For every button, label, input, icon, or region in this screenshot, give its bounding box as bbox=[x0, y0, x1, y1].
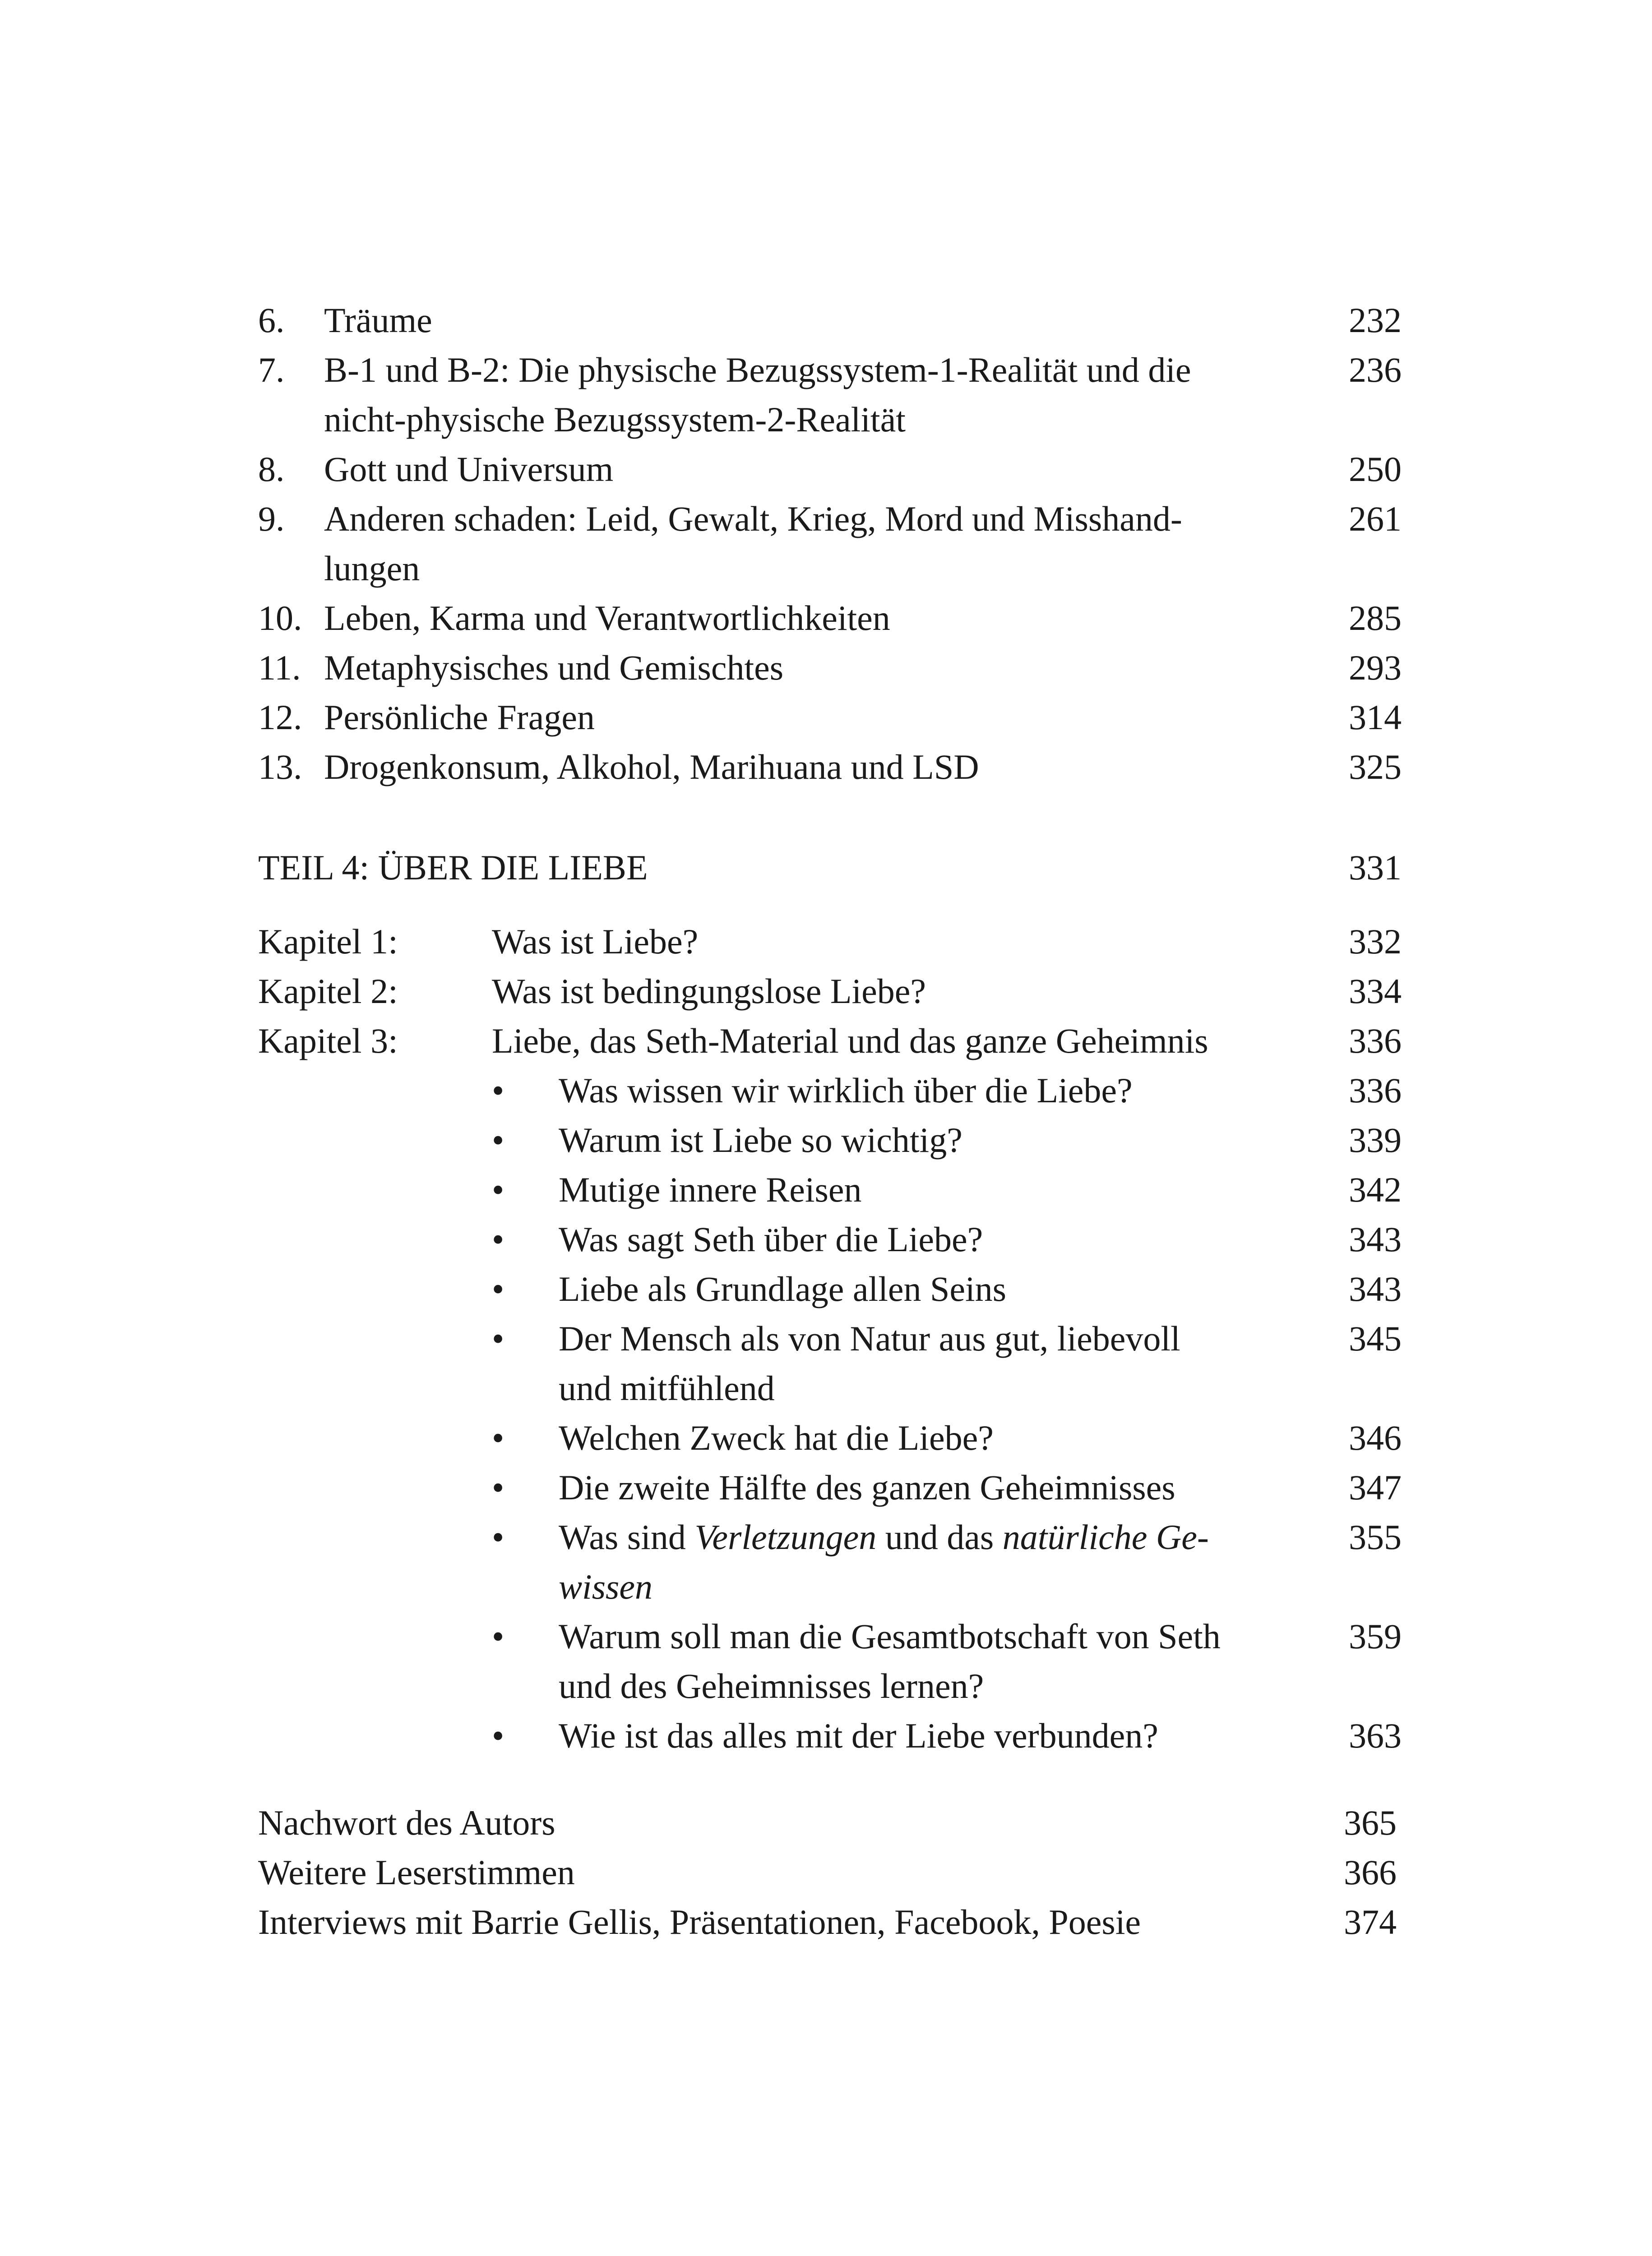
bullet-icon: • bbox=[492, 1120, 504, 1160]
title-part: und das bbox=[876, 1517, 1003, 1557]
chapter-title: Was ist bedingungslose Liebe? bbox=[492, 971, 926, 1011]
entry-number: 12. bbox=[258, 698, 302, 737]
entry-page: 314 bbox=[1349, 698, 1402, 737]
subsection-title: Wie ist das alles mit der Liebe verbunden? bbox=[559, 1716, 1158, 1755]
subsection-entry bbox=[0, 1711, 1652, 1761]
bullet-icon: • bbox=[492, 1468, 504, 1507]
part-page: 331 bbox=[1349, 848, 1402, 887]
toc-entry bbox=[0, 296, 1652, 345]
entry-title: Anderen schaden: Leid, Gewalt, Krieg, Mord und Misshand- bbox=[324, 499, 1182, 538]
entry-number: 6. bbox=[258, 300, 285, 340]
entry-page: 325 bbox=[1349, 747, 1402, 786]
backmatter-title: Interviews mit Barrie Gellis, Präsentationen, Facebook, Poesie bbox=[258, 1902, 1141, 1942]
entry-page: 293 bbox=[1349, 648, 1402, 687]
bullet-icon: • bbox=[492, 1319, 504, 1358]
entry-title-continued: lungen bbox=[324, 549, 420, 588]
toc-entry bbox=[0, 444, 1652, 494]
subsection-page: 343 bbox=[1349, 1269, 1402, 1308]
subsection-entry bbox=[0, 1413, 1652, 1463]
subsection-title: Mutige innere Reisen bbox=[559, 1170, 862, 1209]
subsection-title: Welchen Zweck hat die Liebe? bbox=[559, 1418, 994, 1457]
subsection-title-continued bbox=[559, 1562, 652, 1612]
bullet-icon: • bbox=[492, 1170, 504, 1209]
entry-number: 9. bbox=[258, 499, 285, 538]
chapter-page: 336 bbox=[1349, 1021, 1402, 1060]
toc-entry bbox=[0, 345, 1652, 395]
entry-number: 8. bbox=[258, 449, 285, 489]
chapter-title: Was ist Liebe? bbox=[492, 922, 699, 961]
bullet-icon: • bbox=[492, 1517, 504, 1557]
subsection-title: Der Mensch als von Natur aus gut, liebevoll bbox=[559, 1319, 1180, 1358]
part-title: TEIL 4: ÜBER DIE LIEBE bbox=[258, 848, 648, 887]
subsection-page: 336 bbox=[1349, 1071, 1402, 1110]
subsection-entry bbox=[0, 1463, 1652, 1512]
entry-page: 285 bbox=[1349, 598, 1402, 638]
entry-page: 250 bbox=[1349, 449, 1402, 489]
backmatter-title: Weitere Leserstimmen bbox=[258, 1853, 575, 1892]
entry-title: Leben, Karma und Verantwortlichkeiten bbox=[324, 598, 890, 638]
bullet-icon: • bbox=[492, 1716, 504, 1755]
subsection-entry bbox=[0, 1215, 1652, 1264]
subsection-title-continued: und mitfühlend bbox=[559, 1368, 775, 1408]
subsection-title: Warum soll man die Gesamtbotschaft von Seth bbox=[559, 1617, 1221, 1656]
subsection-entry-continuation bbox=[0, 1661, 1652, 1711]
entry-title-continued: nicht-physische Bezugssystem-2-Realität bbox=[324, 400, 906, 439]
subsection-title: Was wissen wir wirklich über die Liebe? bbox=[559, 1071, 1133, 1110]
entry-title: B-1 und B-2: Die physische Bezugssystem-1-Realität und die bbox=[324, 350, 1191, 389]
bullet-icon: • bbox=[492, 1071, 504, 1110]
subsection-page: 342 bbox=[1349, 1170, 1402, 1209]
toc-entry bbox=[0, 593, 1652, 643]
subsection-title-continued: und des Geheimnisses lernen? bbox=[559, 1666, 984, 1706]
chapter-entry bbox=[0, 966, 1652, 1016]
title-part: Was sind bbox=[559, 1517, 695, 1557]
subsection-title bbox=[559, 1512, 1209, 1562]
title-italic: Verletzungen bbox=[694, 1517, 877, 1557]
backmatter-entry bbox=[0, 1848, 1652, 1897]
chapter-entry bbox=[0, 917, 1652, 966]
toc-entry bbox=[0, 494, 1652, 544]
subsection-entry-continuation bbox=[0, 1562, 1652, 1612]
subsection-title: Liebe als Grundlage allen Seins bbox=[559, 1269, 1007, 1308]
toc-entry-continuation bbox=[0, 544, 1652, 593]
title-italic: natürliche Ge- bbox=[1002, 1517, 1209, 1557]
entry-title: Persönliche Fragen bbox=[324, 698, 595, 737]
entry-number: 11. bbox=[258, 648, 301, 687]
bullet-icon: • bbox=[492, 1418, 504, 1457]
backmatter-page: 366 bbox=[1344, 1853, 1397, 1892]
backmatter-page: 365 bbox=[1344, 1803, 1397, 1842]
subsection-entry bbox=[0, 1066, 1652, 1115]
subsection-entry bbox=[0, 1115, 1652, 1165]
entry-title: Drogenkonsum, Alkohol, Marihuana und LSD bbox=[324, 747, 979, 786]
entry-page: 236 bbox=[1349, 350, 1402, 389]
backmatter-page: 374 bbox=[1344, 1902, 1397, 1942]
subsection-entry bbox=[0, 1264, 1652, 1314]
entry-page: 232 bbox=[1349, 300, 1402, 340]
subsection-entry bbox=[0, 1314, 1652, 1364]
subsection-page: 347 bbox=[1349, 1468, 1402, 1507]
subsection-page: 346 bbox=[1349, 1418, 1402, 1457]
toc-entry bbox=[0, 742, 1652, 792]
subsection-page: 343 bbox=[1349, 1220, 1402, 1259]
bullet-icon: • bbox=[492, 1269, 504, 1308]
backmatter-entry bbox=[0, 1798, 1652, 1848]
subsection-title: Die zweite Hälfte des ganzen Geheimnisses bbox=[559, 1468, 1175, 1507]
toc-entry bbox=[0, 643, 1652, 693]
subsection-entry-continuation bbox=[0, 1364, 1652, 1413]
subsection-page: 345 bbox=[1349, 1319, 1402, 1358]
subsection-title: Was sagt Seth über die Liebe? bbox=[559, 1220, 983, 1259]
bullet-icon: • bbox=[492, 1220, 504, 1259]
chapter-title: Liebe, das Seth-Material und das ganze Geheimnis bbox=[492, 1021, 1208, 1060]
entry-title: Metaphysisches und Gemischtes bbox=[324, 648, 784, 687]
subsection-entry bbox=[0, 1512, 1652, 1562]
subsection-page: 363 bbox=[1349, 1716, 1402, 1755]
toc-entry bbox=[0, 693, 1652, 742]
entry-number: 7. bbox=[258, 350, 285, 389]
entry-title: Gott und Universum bbox=[324, 449, 614, 489]
chapter-label: Kapitel 2: bbox=[258, 971, 398, 1011]
subsection-title: Warum ist Liebe so wichtig? bbox=[559, 1120, 963, 1160]
chapter-label: Kapitel 1: bbox=[258, 922, 398, 961]
chapter-entry bbox=[0, 1016, 1652, 1066]
subsection-entry bbox=[0, 1165, 1652, 1215]
part-heading bbox=[0, 843, 1652, 892]
subsection-page: 355 bbox=[1349, 1517, 1402, 1557]
toc-entry-continuation bbox=[0, 395, 1652, 444]
title-italic: wissen bbox=[559, 1567, 653, 1606]
entry-number: 10. bbox=[258, 598, 302, 638]
chapter-page: 334 bbox=[1349, 971, 1402, 1011]
backmatter-title: Nachwort des Autors bbox=[258, 1803, 555, 1842]
entry-page: 261 bbox=[1349, 499, 1402, 538]
subsection-page: 339 bbox=[1349, 1120, 1402, 1160]
subsection-entry bbox=[0, 1612, 1652, 1661]
backmatter-entry bbox=[0, 1897, 1652, 1947]
entry-title: Träume bbox=[324, 300, 432, 340]
bullet-icon: • bbox=[492, 1617, 504, 1656]
chapter-page: 332 bbox=[1349, 922, 1402, 961]
entry-number: 13. bbox=[258, 747, 302, 786]
chapter-label: Kapitel 3: bbox=[258, 1021, 398, 1060]
subsection-page: 359 bbox=[1349, 1617, 1402, 1656]
